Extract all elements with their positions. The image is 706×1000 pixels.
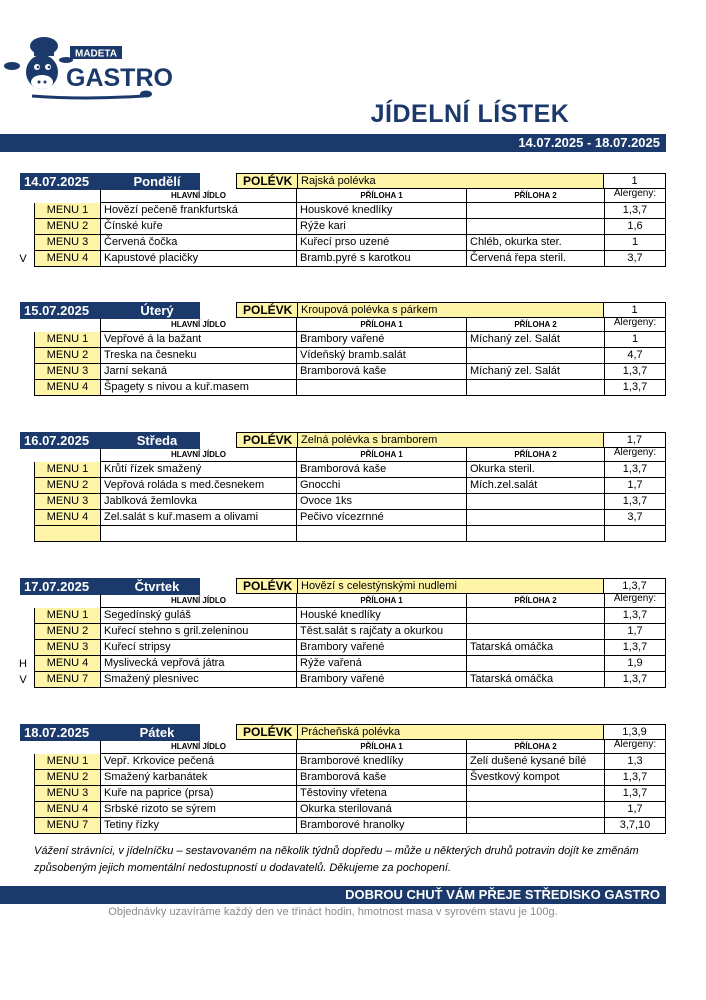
main-dish: Smažený plesnivec — [100, 672, 296, 688]
side-dish-2 — [466, 624, 604, 640]
side-dish-2: Chléb, okurka ster. — [466, 235, 604, 251]
diet-mark — [16, 203, 30, 219]
soup-name: Kroupová polévka s párkem — [297, 303, 603, 317]
menu-row — [0, 203, 706, 219]
diet-mark — [16, 364, 30, 380]
menu-label: MENU 1 — [34, 203, 100, 219]
main-dish: Vepřová roláda s med.česnekem — [100, 478, 296, 494]
side-dish-2 — [466, 348, 604, 364]
column-header-allergens: Alergeny: — [604, 318, 666, 332]
diet-mark: H — [19, 658, 27, 670]
main-dish: Segedínský guláš — [100, 608, 296, 624]
main-dish: Kuře na paprice (prsa) — [100, 786, 296, 802]
date-range-bar — [0, 134, 666, 152]
column-header-main: HLAVNÍ JÍDLO — [100, 594, 296, 608]
day-title-box — [20, 578, 200, 595]
diet-mark: V — [19, 674, 27, 686]
main-dish: Myslivecká vepřová játra — [100, 656, 296, 672]
allergens: 1,3,7 — [604, 203, 666, 219]
side-dish-1: Ovoce 1ks — [296, 494, 466, 510]
side-dish-1: Bramborová kaše — [296, 462, 466, 478]
allergens: 1,3,7 — [604, 770, 666, 786]
menu-label: MENU 2 — [34, 624, 100, 640]
side-dish-2: Míchaný zel. Salát — [466, 364, 604, 380]
main-dish: Treska na česneku — [100, 348, 296, 364]
soup-label: POLÉVK — [237, 725, 297, 739]
day-date: 17.07.2025 — [24, 579, 90, 594]
footer-thanks: DOBROU CHUŤ VÁM PŘEJE STŘEDISKO GASTRO — [345, 887, 660, 902]
side-dish-1: Bramborové knedlíky — [296, 754, 466, 770]
side-dish-2 — [466, 818, 604, 834]
menu-row — [0, 235, 706, 251]
menu-row — [0, 380, 706, 396]
day-name: Pátek — [139, 725, 175, 740]
column-header-allergens: Alergeny: — [604, 448, 666, 462]
column-header-side2: PŘÍLOHA 2 — [466, 740, 604, 754]
allergens: 1,3,7 — [604, 494, 666, 510]
allergens: 1,3,7 — [604, 364, 666, 380]
allergens: 1,9 — [604, 656, 666, 672]
side-dish-1: Pečivo vícezrnné — [296, 510, 466, 526]
side-dish-1 — [296, 526, 466, 542]
date-range: 14.07.2025 - 18.07.2025 — [518, 135, 660, 150]
menu-label: MENU 4 — [34, 656, 100, 672]
soup-allergens: 1,7 — [603, 433, 665, 447]
diet-mark — [16, 754, 30, 770]
side-dish-2 — [466, 608, 604, 624]
main-dish: Čínské kuře — [100, 219, 296, 235]
day-section-friday — [0, 724, 706, 844]
main-dish: Kuřecí stripsy — [100, 640, 296, 656]
main-dish: Červená čočka — [100, 235, 296, 251]
menu-change-notice: Vážení strávníci, v jídelníčku – sestavovaném na několik týdnů dopředu – může u některých druhů potravin dojít ke změnám způsobeným jejich momentální nedostupností u dodavatelů. Děkujeme za pochopení. — [34, 845, 639, 874]
column-header-side1: PŘÍLOHA 1 — [296, 448, 466, 462]
column-header-side2: PŘÍLOHA 2 — [466, 594, 604, 608]
allergens: 1,3,7 — [604, 672, 666, 688]
side-dish-2 — [466, 510, 604, 526]
allergens: 1,7 — [604, 624, 666, 640]
day-section-monday — [0, 173, 706, 293]
side-dish-1: Brambory vařené — [296, 672, 466, 688]
menu-label: MENU 7 — [34, 672, 100, 688]
side-dish-2: Okurka steril. — [466, 462, 604, 478]
menu-row — [0, 818, 706, 834]
soup-name: Prácheňská polévka — [297, 725, 603, 739]
day-section-thursday — [0, 578, 706, 698]
day-title-box — [20, 432, 200, 449]
menu-label: MENU 1 — [34, 332, 100, 348]
menu-label: MENU 4 — [34, 251, 100, 267]
menu-row — [0, 219, 706, 235]
menu-label: MENU 3 — [34, 364, 100, 380]
diet-mark — [16, 494, 30, 510]
menu-label — [34, 526, 100, 542]
diet-mark — [16, 526, 30, 542]
side-dish-2: Tatarská omáčka — [466, 672, 604, 688]
side-dish-1: Okurka sterilovaná — [296, 802, 466, 818]
side-dish-2: Míchaný zel. Salát — [466, 332, 604, 348]
main-dish — [100, 526, 296, 542]
order-note: Objednávky uzavíráme každý den ve třináct hodin, hmotnost masa v syrovém stavu je 100g. — [108, 906, 558, 918]
menu-row — [0, 656, 706, 672]
diet-mark — [16, 478, 30, 494]
menu-label: MENU 3 — [34, 640, 100, 656]
allergens: 1,3,7 — [604, 608, 666, 624]
column-header-main: HLAVNÍ JÍDLO — [100, 189, 296, 203]
column-header-main: HLAVNÍ JÍDLO — [100, 448, 296, 462]
column-header-side1: PŘÍLOHA 1 — [296, 594, 466, 608]
soup-allergens: 1 — [603, 174, 665, 188]
menu-row — [0, 672, 706, 688]
side-dish-1: Kuřecí prso uzené — [296, 235, 466, 251]
diet-mark — [16, 462, 30, 478]
main-dish: Kuřecí stehno s gril.zeleninou — [100, 624, 296, 640]
diet-mark: V — [19, 253, 27, 265]
column-header-main: HLAVNÍ JÍDLO — [100, 318, 296, 332]
diet-mark — [16, 219, 30, 235]
side-dish-1: Houskové knedlíky — [296, 203, 466, 219]
column-header-side1: PŘÍLOHA 1 — [296, 740, 466, 754]
side-dish-1: Brambory vařené — [296, 332, 466, 348]
madeta-gastro-logo — [4, 36, 173, 104]
footer-bar — [0, 886, 666, 904]
allergens: 1,3,7 — [604, 380, 666, 396]
column-header-allergens: Alergeny: — [604, 594, 666, 608]
side-dish-2 — [466, 526, 604, 542]
soup-name: Rajská polévka — [297, 174, 603, 188]
menu-label: MENU 1 — [34, 608, 100, 624]
allergens: 1 — [604, 332, 666, 348]
allergens: 1,3 — [604, 754, 666, 770]
diet-mark — [16, 608, 30, 624]
page-title: JÍDELNÍ LÍSTEK — [370, 100, 570, 128]
side-dish-2 — [466, 494, 604, 510]
menu-label: MENU 1 — [34, 462, 100, 478]
side-dish-2 — [466, 203, 604, 219]
soup-label: POLÉVK — [237, 303, 297, 317]
menu-label: MENU 3 — [34, 235, 100, 251]
allergens: 1,3,7 — [604, 640, 666, 656]
allergens: 4,7 — [604, 348, 666, 364]
side-dish-2: Tatarská omáčka — [466, 640, 604, 656]
main-dish: Vepřové á la bažant — [100, 332, 296, 348]
day-date: 16.07.2025 — [24, 433, 90, 448]
diet-mark — [16, 332, 30, 348]
allergens: 3,7,10 — [604, 818, 666, 834]
menu-row — [0, 802, 706, 818]
menu-label: MENU 2 — [34, 348, 100, 364]
allergens: 1 — [604, 235, 666, 251]
main-dish: Vepř. Krkovice pečená — [100, 754, 296, 770]
soup-row — [236, 578, 666, 594]
side-dish-1 — [296, 380, 466, 396]
menu-row — [0, 478, 706, 494]
side-dish-1: Těst.salát s rajčaty a okurkou — [296, 624, 466, 640]
soup-allergens: 1 — [603, 303, 665, 317]
menu-label: MENU 4 — [34, 380, 100, 396]
side-dish-2: Zelí dušené kysané bílé — [466, 754, 604, 770]
diet-mark — [16, 235, 30, 251]
menu-label: MENU 2 — [34, 770, 100, 786]
menu-row — [0, 624, 706, 640]
side-dish-1: Těstoviny vřetena — [296, 786, 466, 802]
menu-label: MENU 4 — [34, 802, 100, 818]
menu-row — [0, 640, 706, 656]
menu-label: MENU 2 — [34, 219, 100, 235]
main-dish: Špagety s nivou a kuř.masem — [100, 380, 296, 396]
menu-label: MENU 4 — [34, 510, 100, 526]
side-dish-1: Brambory vařené — [296, 640, 466, 656]
menu-row — [0, 251, 706, 267]
side-dish-1: Bramb.pyré s karotkou — [296, 251, 466, 267]
column-header-allergens: Alergeny: — [604, 740, 666, 754]
column-header-side2: PŘÍLOHA 2 — [466, 448, 604, 462]
side-dish-2 — [466, 786, 604, 802]
main-dish: Hovězí pečeně frankfurtská — [100, 203, 296, 219]
soup-label: POLÉVK — [237, 579, 297, 593]
diet-mark — [16, 818, 30, 834]
soup-label: POLÉVK — [237, 433, 297, 447]
main-dish: Jarní sekaná — [100, 364, 296, 380]
side-dish-1: Rýže kari — [296, 219, 466, 235]
allergens: 1,6 — [604, 219, 666, 235]
column-header-side2: PŘÍLOHA 2 — [466, 318, 604, 332]
logo-text-gastro: GASTRO — [66, 64, 173, 92]
day-date: 18.07.2025 — [24, 725, 90, 740]
day-section-wednesday — [0, 432, 706, 552]
diet-mark — [16, 640, 30, 656]
side-dish-1: Rýže vařená — [296, 656, 466, 672]
diet-mark — [16, 770, 30, 786]
allergens: 1,3,7 — [604, 786, 666, 802]
main-dish: Krůtí řízek smažený — [100, 462, 296, 478]
day-title-box — [20, 302, 200, 319]
column-header-side1: PŘÍLOHA 1 — [296, 318, 466, 332]
day-name: Pondělí — [133, 174, 181, 189]
allergens — [604, 526, 666, 542]
main-dish: Tetiny řízky — [100, 818, 296, 834]
menu-label: MENU 2 — [34, 478, 100, 494]
day-date: 14.07.2025 — [24, 174, 90, 189]
diet-mark — [16, 348, 30, 364]
main-dish: Smažený karbanátek — [100, 770, 296, 786]
diet-mark — [16, 802, 30, 818]
allergens: 1,7 — [604, 802, 666, 818]
side-dish-1: Bramborová kaše — [296, 770, 466, 786]
menu-row — [0, 348, 706, 364]
day-name: Úterý — [140, 303, 174, 318]
side-dish-1: Bramborové hranolky — [296, 818, 466, 834]
soup-row — [236, 173, 666, 189]
side-dish-2 — [466, 219, 604, 235]
side-dish-1: Gnocchi — [296, 478, 466, 494]
allergens: 3,7 — [604, 251, 666, 267]
main-dish: Jablková žemlovka — [100, 494, 296, 510]
diet-mark — [16, 510, 30, 526]
column-header-allergens: Alergeny: — [604, 189, 666, 203]
column-header-side2: PŘÍLOHA 2 — [466, 189, 604, 203]
day-date: 15.07.2025 — [24, 303, 90, 318]
diet-mark — [16, 624, 30, 640]
menu-row — [0, 770, 706, 786]
menu-label: MENU 3 — [34, 494, 100, 510]
side-dish-1: Bramborová kaše — [296, 364, 466, 380]
side-dish-1: Vídeňský bramb.salát — [296, 348, 466, 364]
menu-row — [0, 786, 706, 802]
side-dish-2 — [466, 656, 604, 672]
menu-label: MENU 1 — [34, 754, 100, 770]
side-dish-1: Houské knedlíky — [296, 608, 466, 624]
main-dish: Srbské rizoto se sýrem — [100, 802, 296, 818]
menu-row — [0, 332, 706, 348]
day-title-box — [20, 173, 200, 190]
menu-row — [0, 494, 706, 510]
soup-name: Hovězí s celestýnskými nudlemi — [297, 579, 603, 593]
side-dish-2 — [466, 802, 604, 818]
menu-row — [0, 462, 706, 478]
allergens: 1,3,7 — [604, 462, 666, 478]
menu-label: MENU 3 — [34, 786, 100, 802]
diet-mark — [16, 786, 30, 802]
main-dish: Zel.salát s kuř.masem a olivami — [100, 510, 296, 526]
menu-row — [0, 364, 706, 380]
soup-row — [236, 432, 666, 448]
side-dish-2: Červená řepa steril. — [466, 251, 604, 267]
menu-row — [0, 754, 706, 770]
column-header-main: HLAVNÍ JÍDLO — [100, 740, 296, 754]
soup-row — [236, 302, 666, 318]
side-dish-2: Mích.zel.salát — [466, 478, 604, 494]
menu-row — [0, 510, 706, 526]
allergens: 3,7 — [604, 510, 666, 526]
menu-label: MENU 7 — [34, 818, 100, 834]
day-section-tuesday — [0, 302, 706, 422]
soup-allergens: 1,3,9 — [603, 725, 665, 739]
menu-row — [0, 608, 706, 624]
logo-text-madeta: MADETA — [74, 48, 118, 60]
diet-mark — [16, 380, 30, 396]
side-dish-2: Švestkový kompot — [466, 770, 604, 786]
menu-row — [0, 526, 706, 542]
allergens: 1,7 — [604, 478, 666, 494]
soup-allergens: 1,3,7 — [603, 579, 665, 593]
soup-label: POLÉVK — [237, 174, 297, 188]
day-name: Čtvrtek — [134, 579, 180, 594]
column-header-side1: PŘÍLOHA 1 — [296, 189, 466, 203]
day-name: Středa — [136, 433, 178, 448]
soup-row — [236, 724, 666, 740]
main-dish: Kapustové placičky — [100, 251, 296, 267]
day-title-box — [20, 724, 200, 741]
soup-name: Zelná polévka s bramborem — [297, 433, 603, 447]
side-dish-2 — [466, 380, 604, 396]
